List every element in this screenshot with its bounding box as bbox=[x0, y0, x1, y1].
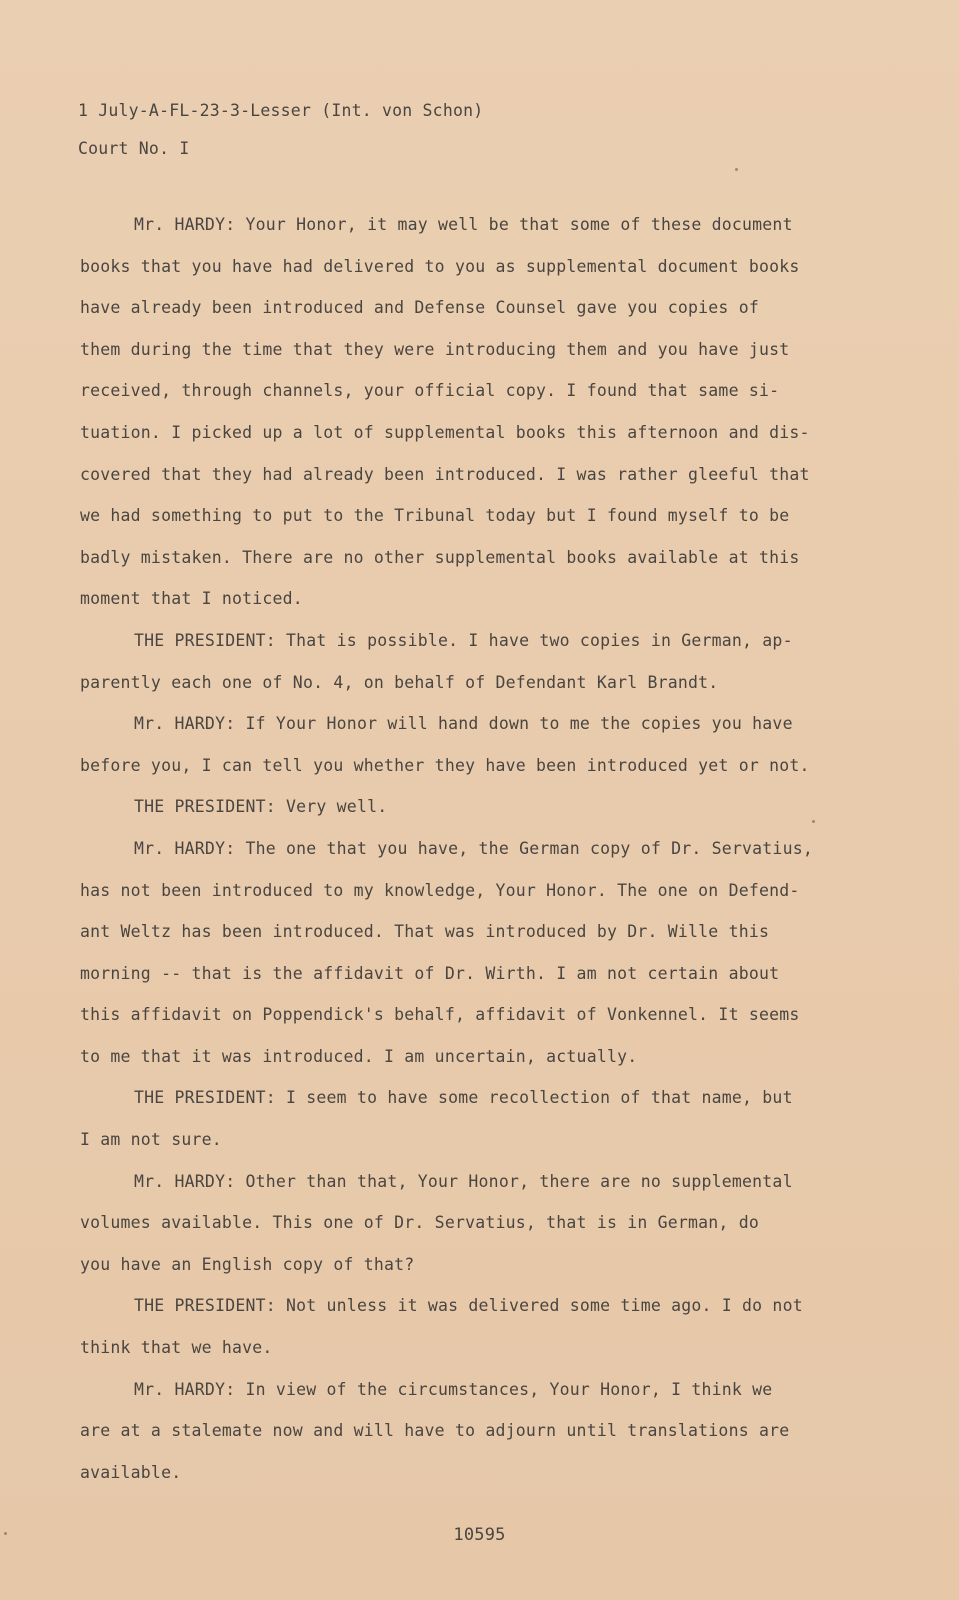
paper-speck bbox=[812, 820, 815, 823]
paper-speck bbox=[735, 168, 738, 171]
transcript-line: THE PRESIDENT: I seem to have some recollection of that name, but bbox=[134, 1088, 793, 1108]
transcript-line: THE PRESIDENT: That is possible. I have two copies in German, ap- bbox=[134, 630, 793, 650]
page-number: 10595 bbox=[453, 1525, 506, 1545]
transcript-line: morning -- that is the affidavit of Dr. Wirth. I am not certain about bbox=[80, 963, 780, 983]
transcript-line: Mr. HARDY: The one that you have, the German copy of Dr. Servatius, bbox=[134, 838, 813, 858]
transcript-line: this affidavit on Poppendick's behalf, affidavit of Vonkennel. It seems bbox=[80, 1005, 800, 1025]
transcript-line: them during the time that they were introducing them and you have just bbox=[80, 339, 790, 359]
transcript-line: badly mistaken. There are no other supplemental books available at this bbox=[80, 547, 800, 567]
transcript-line: have already been introduced and Defense Counsel gave you copies of bbox=[80, 298, 759, 318]
transcript-line: tuation. I picked up a lot of supplemental books this afternoon and dis- bbox=[80, 422, 810, 442]
header-reference: 1 July-A-FL-23-3-Lesser (Int. von Schon) bbox=[78, 101, 484, 120]
transcript-line: books that you have had delivered to you as supplemental document books bbox=[80, 256, 800, 276]
transcript-line: has not been introduced to my knowledge, Your Honor. The one on Defend- bbox=[80, 880, 800, 900]
transcript-line: received, through channels, your official copy. I found that same si- bbox=[80, 381, 780, 401]
transcript-line: you have an English copy of that? bbox=[80, 1254, 415, 1274]
transcript-line: moment that I noticed. bbox=[80, 589, 303, 609]
transcript-line: are at a stalemate now and will have to adjourn until translations are bbox=[80, 1421, 790, 1441]
transcript-line: before you, I can tell you whether they have been introduced yet or not. bbox=[80, 755, 810, 775]
transcript-line: volumes available. This one of Dr. Servatius, that is in German, do bbox=[80, 1213, 759, 1233]
transcript-line: THE PRESIDENT: Very well. bbox=[134, 797, 388, 817]
transcript-line: parently each one of No. 4, on behalf of Defendant Karl Brandt. bbox=[80, 672, 719, 692]
paper-speck bbox=[4, 1532, 7, 1535]
transcript-line: I am not sure. bbox=[80, 1130, 222, 1150]
transcript-line: to me that it was introduced. I am uncertain, actually. bbox=[80, 1046, 638, 1066]
transcript-line: Mr. HARDY: If Your Honor will hand down to me the copies you have bbox=[134, 714, 793, 734]
transcript-body bbox=[80, 204, 910, 1493]
transcript-line: Mr. HARDY: In view of the circumstances, Your Honor, I think we bbox=[134, 1379, 773, 1399]
header-court: Court No. I bbox=[78, 139, 190, 158]
transcript-line: think that we have. bbox=[80, 1338, 273, 1358]
transcript-line: Mr. HARDY: Other than that, Your Honor, there are no supplemental bbox=[134, 1171, 793, 1191]
transcript-line: THE PRESIDENT: Not unless it was delivered some time ago. I do not bbox=[134, 1296, 803, 1316]
document-header bbox=[78, 92, 483, 168]
transcript-line: Mr. HARDY: Your Honor, it may well be that some of these document bbox=[134, 215, 793, 234]
transcript-line: available. bbox=[80, 1462, 182, 1482]
transcript-line: ant Weltz has been introduced. That was introduced by Dr. Wille this bbox=[80, 922, 770, 942]
transcript-line: we had something to put to the Tribunal today but I found myself to be bbox=[80, 506, 790, 526]
transcript-line: covered that they had already been introduced. I was rather gleeful that bbox=[80, 464, 810, 484]
